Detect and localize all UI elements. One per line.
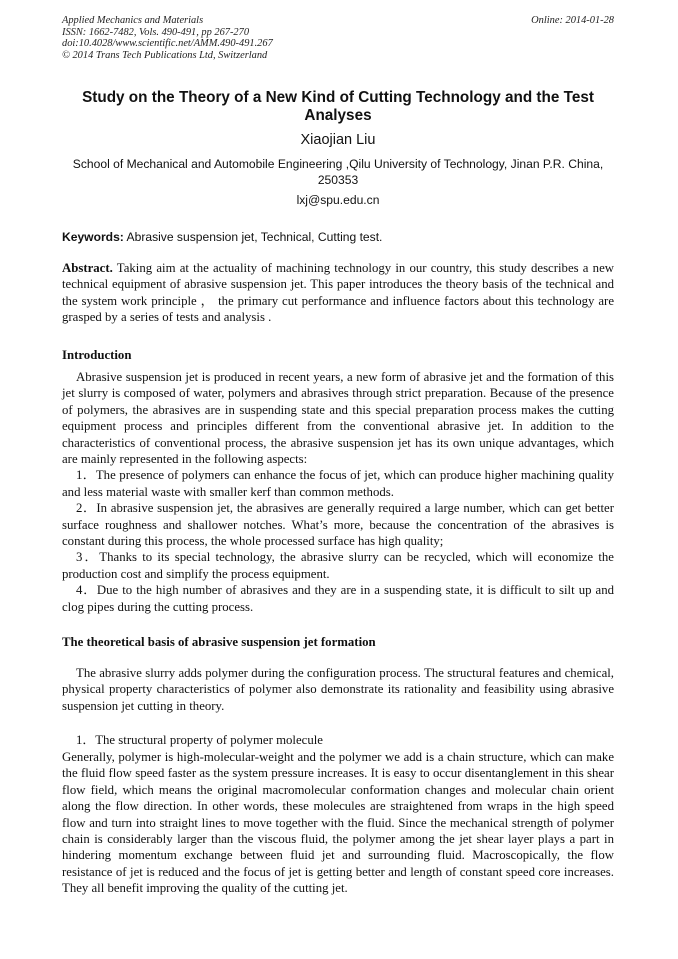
doi-line: doi:10.4028/www.scientific.net/AMM.490-491.267 [62,38,273,50]
polymer-subheading: 1．The structural property of polymer molecule [76,733,323,747]
affiliation: School of Mechanical and Automobile Engineering ,Qilu University of Technology, Jinan P.R. China, 250353 [72,157,604,187]
intro-point-4: 4．Due to the high number of abrasives and they are in a suspending state, it is difficult to silt up and clog pipes during the cutting process. [62,583,614,614]
intro-point-1: 1．The presence of polymers can enhance the focus of jet, which can produce higher machining quality and less material waste with smaller kerf than common methods. [62,468,614,499]
introduction-body [62,369,614,615]
abstract-text: Taking aim at the actuality of machining technology in our country, this study describes a new technical equipment of abrasive suspension jet. This paper introduces the theory basis of the technical and the system work principle ， the primary cut performance and influence factors about this technology are grasped by a series of tests and analysis . [62,261,614,325]
keywords [62,229,614,245]
author-email: lxj@spu.edu.cn [296,193,380,207]
journal-header [62,15,614,61]
intro-point-2: 2．In abrasive suspension jet, the abrasives are generally required a large number, which can get better surface roughness and shallower notches. What’s more, because the concentration of the abrasives is constant during this process, the whole processed surface has high quality; [62,501,614,549]
polymer-body [62,749,614,897]
polymer-paragraph: Generally, polymer is high-molecular-weight and the polymer we add is a chain structure, which can make the fluid flow speed faster as the system pressure increases. It is easy to occur disentanglement in this shear flow field, which means the original macromolecular conformation changes and molecular chain orient along the flow direction. In other words, these molecules are straightened from wraps in the high speed flow and turn into straight lines to move together with the fluid. Since the mechanical strength of polymer chain is considerably larger than the viscous fluid, the polymer among the jet shear layer plays a part in hindering momentum exchange between fluid jet and surrounding fluid. Macroscopically, the flow resistance of jet is reduced and the focus of jet is getting better and length of constant speed core increases. They all benefit improving the quality of the cutting jet. [62,750,614,896]
copyright-line: © 2014 Trans Tech Publications Ltd, Switzerland [62,49,268,61]
abstract [62,260,614,326]
theory-body [62,665,614,714]
issn-line: ISSN: 1662-7482, Vols. 490-491, pp 267-270 [62,26,250,38]
intro-point-3: 3．Thanks to its special technology, the abrasive slurry can be recycled, which will economize the production cost and simplify the process equipment. [62,550,614,581]
author-name: Xiaojian Liu [300,132,376,148]
introduction-heading: Introduction [62,348,132,362]
paper-title: Study on the Theory of a New Kind of Cutting Technology and the Test Analyses [82,89,594,124]
intro-paragraph: Abrasive suspension jet is produced in recent years, a new form of abrasive jet and the formation of this jet slurry is composed of water, polymers and abrasives through strict preparation. Because of the presence of polymers, the abrasives are in suspending state and this special preparation process makes the cutting equipment process and principles different from the conventional abrasive jet. In addition to the characteristics of conventional process, the abrasive suspension jet has its own unique advantages, which are mainly represented in the following aspects: [62,370,614,467]
abstract-label: Abstract. [62,261,113,275]
theory-paragraph: The abrasive slurry adds polymer during the configuration process. The structural features and chemical, physical property characteristics of polymer also demonstrate its rationality and feasibility using abrasive suspension jet cutting in theory. [62,666,614,713]
journal-name: Applied Mechanics and Materials [62,15,204,26]
keywords-label: Keywords: [62,230,124,244]
online-date: Online: 2014-01-28 [531,15,614,26]
theory-heading: The theoretical basis of abrasive suspension jet formation [62,635,376,649]
keywords-text: Abrasive suspension jet, Technical, Cutting test. [123,230,383,244]
